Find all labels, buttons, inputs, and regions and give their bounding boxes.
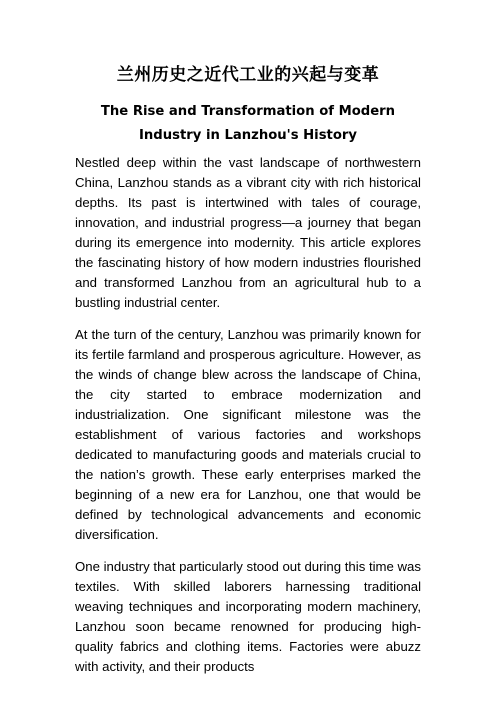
chinese-title: 兰州历史之近代工业的兴起与变革 — [116, 65, 380, 85]
english-title: The Rise and Transformation of Modern Industry in Lanzhou's History — [100, 104, 396, 143]
paragraph-2: At the turn of the century, Lanzhou was primarily known for its fertile farmland and prosperous agriculture. However, as the winds of change blew across the landscape of China, the city started to embrace modernization and industrialization. One significant milestone was the establishment of various factories and workshops dedicated to manufacturing goods and materials crucial to the nation’s growth. These early enterprises marked the beginning of a new era for Lanzhou, one that would be defined by technological advancements and economic diversification. — [75, 327, 421, 542]
paragraph-3: One industry that particularly stood out during this time was textiles. With skilled laborers harnessing traditional weaving techniques and incorporating modern machinery, Lanzhou soon became renowned for producing high-quality fabrics and clothing items. Factories were abuzz with activity, and their products — [75, 559, 421, 674]
article-body — [75, 153, 421, 689]
paragraph-1: Nestled deep within the vast landscape of northwestern China, Lanzhou stands as a vibrant city with rich historical depths. Its past is intertwined with tales of courage, innovation, and industrial progress—a journey that began during its emergence into modernity. This article explores the fascinating history of how modern industries flourished and transformed Lanzhou from an agricultural hub to a bustling industrial center. — [75, 155, 421, 310]
